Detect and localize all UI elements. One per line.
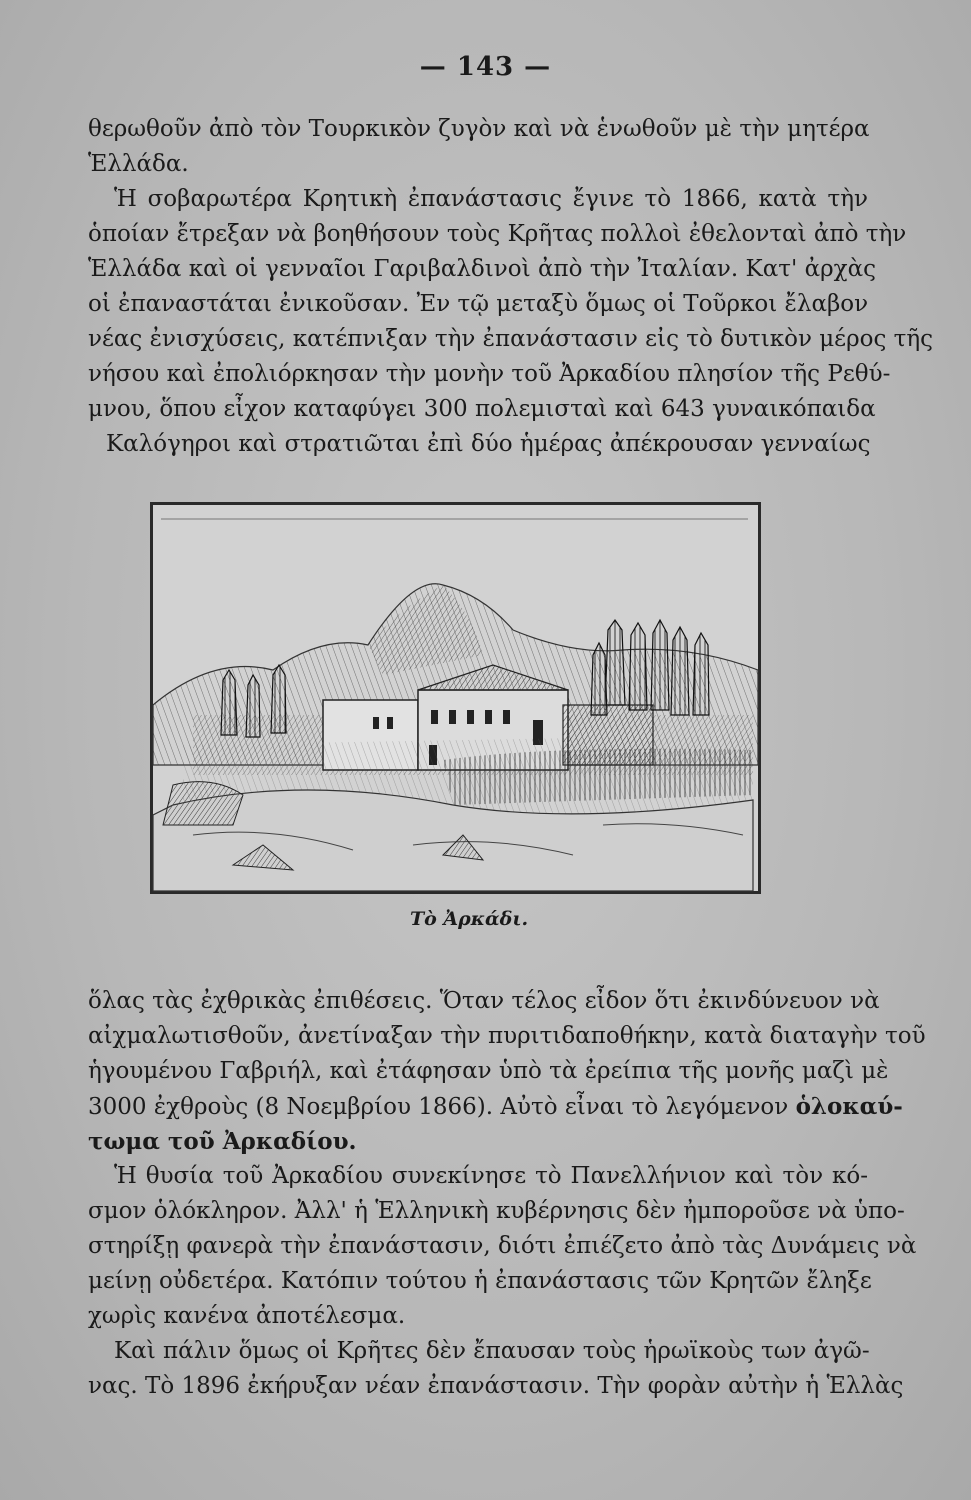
text-line: ὁποίαν ἔτρεξαν νὰ βοηθήσουν τοὺς Κρῆτας πολλοὶ ἐθελονταὶ ἀπὸ τὴν xyxy=(88,221,907,247)
text-line: Ἡ θυσία τοῦ Ἀρκαδίου συνεκίνησε τὸ Πανελλήνιον καὶ τὸν κό- xyxy=(114,1163,868,1189)
illustration-caption: Τὸ Ἀρκάδι. xyxy=(410,908,529,930)
paragraph-bottom xyxy=(88,984,926,1404)
text-line: Ἡ σοβαρωτέρα Κρητικὴ ἐπανάστασις ἔγινε τὸ 1866, κατὰ τὴν xyxy=(114,186,868,212)
arkadi-monastery-engraving xyxy=(150,502,761,894)
text-line: Καλόγηροι καὶ στρατιῶται ἐπὶ δύο ἡμέρας ἀπέκρουσαν γενναίως xyxy=(106,431,871,457)
text-span: 3000 ἐχθροὺς (8 Νοεμβρίου 1866). Αὐτὸ εἶναι τὸ λεγόμενον xyxy=(88,1094,789,1120)
text-line: ἡγουμένου Γαβριήλ, καὶ ἐτάφησαν ὑπὸ τὰ ἐρείπια τῆς μονῆς μαζὶ μὲ xyxy=(88,1058,889,1084)
text-line: ὅλας τὰς ἐχθρικὰς ἐπιθέσεις. Ὅταν τέλος εἶδον ὅτι ἐκινδύνευον νὰ xyxy=(88,988,880,1014)
text-line: θερωθοῦν ἀπὸ τὸν Τουρκικὸν ζυγὸν καὶ νὰ ἑνωθοῦν μὲ τὴν μητέρα xyxy=(88,116,870,142)
text-line: οἱ ἐπαναστάται ἐνικοῦσαν. Ἐν τῷ μεταξὺ ὅμως οἱ Τοῦρκοι ἔλαβον xyxy=(88,291,869,317)
text-line: Καὶ πάλιν ὅμως οἱ Κρῆτες δὲν ἔπαυσαν τοὺς ἡρωϊκοὺς των ἀγῶ- xyxy=(114,1338,870,1364)
text-line: Ἑλλάδα καὶ οἱ γενναῖοι Γαριβαλδινοὶ ἀπὸ τὴν Ἰταλίαν. Κατ' ἀρχὰς xyxy=(88,256,876,282)
page-number: — 143 — xyxy=(419,52,552,82)
text-line: νας. Τὸ 1896 ἐκήρυξαν νέαν ἐπανάστασιν. Τὴν φορὰν αὐτὴν ἡ Ἑλλὰς xyxy=(88,1373,904,1399)
engraving-drawing xyxy=(153,505,758,891)
text-line: Ἑλλάδα. xyxy=(88,151,189,177)
text-line: νήσου καὶ ἐπολιόρκησαν τὴν μονὴν τοῦ Ἀρκαδίου πλησίον τῆς Ρεθύ- xyxy=(88,361,891,387)
text-line xyxy=(88,1089,903,1124)
bold-term: ὁλοκαύ- xyxy=(795,1093,903,1120)
text-line: σμον ὁλόκληρον. Ἀλλ' ἡ Ἑλληνικὴ κυβέρνησις δὲν ἠμποροῦσε νὰ ὑπο- xyxy=(88,1198,905,1224)
text-line: χωρὶς κανένα ἀποτέλεσμα. xyxy=(88,1303,406,1329)
paragraph-top xyxy=(88,112,934,462)
text-line: αἰχμαλωτισθοῦν, ἀνετίναξαν τὴν πυριτιδαποθήκην, κατὰ διαταγὴν τοῦ xyxy=(88,1023,926,1049)
text-line: τωμα τοῦ Ἀρκαδίου. xyxy=(88,1128,357,1155)
text-line: νέας ἐνισχύσεις, κατέπνιξαν τὴν ἐπανάστασιν εἰς τὸ δυτικὸν μέρος τῆς xyxy=(88,326,934,352)
text-line: μείνῃ οὐδετέρα. Κατόπιν τούτου ἡ ἐπανάστασις τῶν Κρητῶν ἔληξε xyxy=(88,1268,872,1294)
text-line: μνου, ὅπου εἶχον καταφύγει 300 πολεμισταὶ καὶ 643 γυναικόπαιδα xyxy=(88,396,876,422)
text-line: στηρίξῃ φανερὰ τὴν ἐπανάστασιν, διότι ἐπιέζετο ἀπὸ τὰς Δυνάμεις νὰ xyxy=(88,1233,917,1259)
